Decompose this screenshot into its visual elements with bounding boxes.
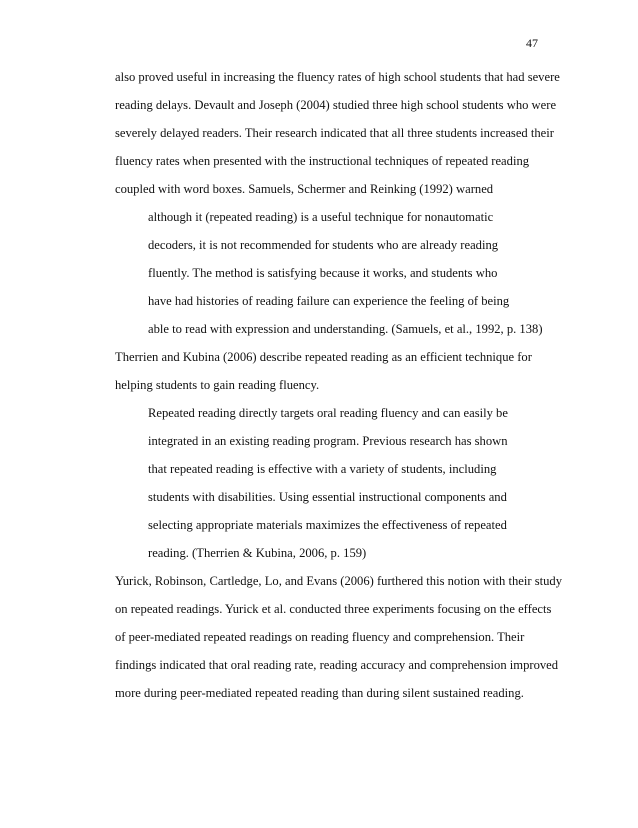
page-number: 47: [526, 36, 538, 50]
quote-line: have had histories of reading failure can experience the feeling of being: [148, 294, 510, 308]
text-line: of peer-mediated repeated readings on reading fluency and comprehension. Their: [115, 630, 525, 644]
quote-line: reading. (Therrien & Kubina, 2006, p. 159): [148, 546, 367, 560]
text-line: also proved useful in increasing the fluency rates of high school students that had severe: [115, 70, 560, 84]
block-quote-1: [115, 203, 543, 343]
paragraph-2: [115, 343, 535, 399]
text-line: reading delays. Devault and Joseph (2004) studied three high school students who were: [115, 98, 557, 112]
block-quote-2: [115, 399, 535, 567]
body-text: [115, 63, 563, 707]
text-line: helping students to gain reading fluency.: [115, 378, 320, 392]
text-line: Therrien and Kubina (2006) describe repeated reading as an efficient technique for: [115, 350, 532, 364]
paragraph-1: [115, 63, 560, 203]
paragraph-3: [115, 567, 563, 707]
quote-line: although it (repeated reading) is a useful technique for nonautomatic: [148, 210, 494, 224]
quote-line: able to read with expression and understanding. (Samuels, et al., 1992, p. 138): [148, 322, 543, 336]
quote-line: that repeated reading is effective with a variety of students, including: [148, 462, 497, 476]
text-line: findings indicated that oral reading rate, reading accuracy and comprehension improved: [115, 658, 559, 672]
text-line: on repeated readings. Yurick et al. conducted three experiments focusing on the effects: [115, 602, 552, 616]
quote-line: decoders, it is not recommended for students who are already reading: [148, 238, 499, 252]
quote-line: selecting appropriate materials maximizes the effectiveness of repeated: [148, 518, 507, 532]
text-line: fluency rates when presented with the instructional techniques of repeated reading: [115, 154, 530, 168]
quote-line: integrated in an existing reading program. Previous research has shown: [148, 434, 508, 448]
text-line: Yurick, Robinson, Cartledge, Lo, and Evans (2006) furthered this notion with their study: [115, 574, 563, 588]
quote-line: fluently. The method is satisfying because it works, and students who: [148, 266, 498, 280]
text-line: more during peer-mediated repeated reading than during silent sustained reading.: [115, 686, 524, 700]
text-line: severely delayed readers. Their research indicated that all three students increased their: [115, 126, 554, 140]
text-line: coupled with word boxes. Samuels, Schermer and Reinking (1992) warned: [115, 182, 494, 196]
quote-line: Repeated reading directly targets oral reading fluency and can easily be: [148, 406, 508, 420]
quote-line: students with disabilities. Using essential instructional components and: [148, 490, 507, 504]
